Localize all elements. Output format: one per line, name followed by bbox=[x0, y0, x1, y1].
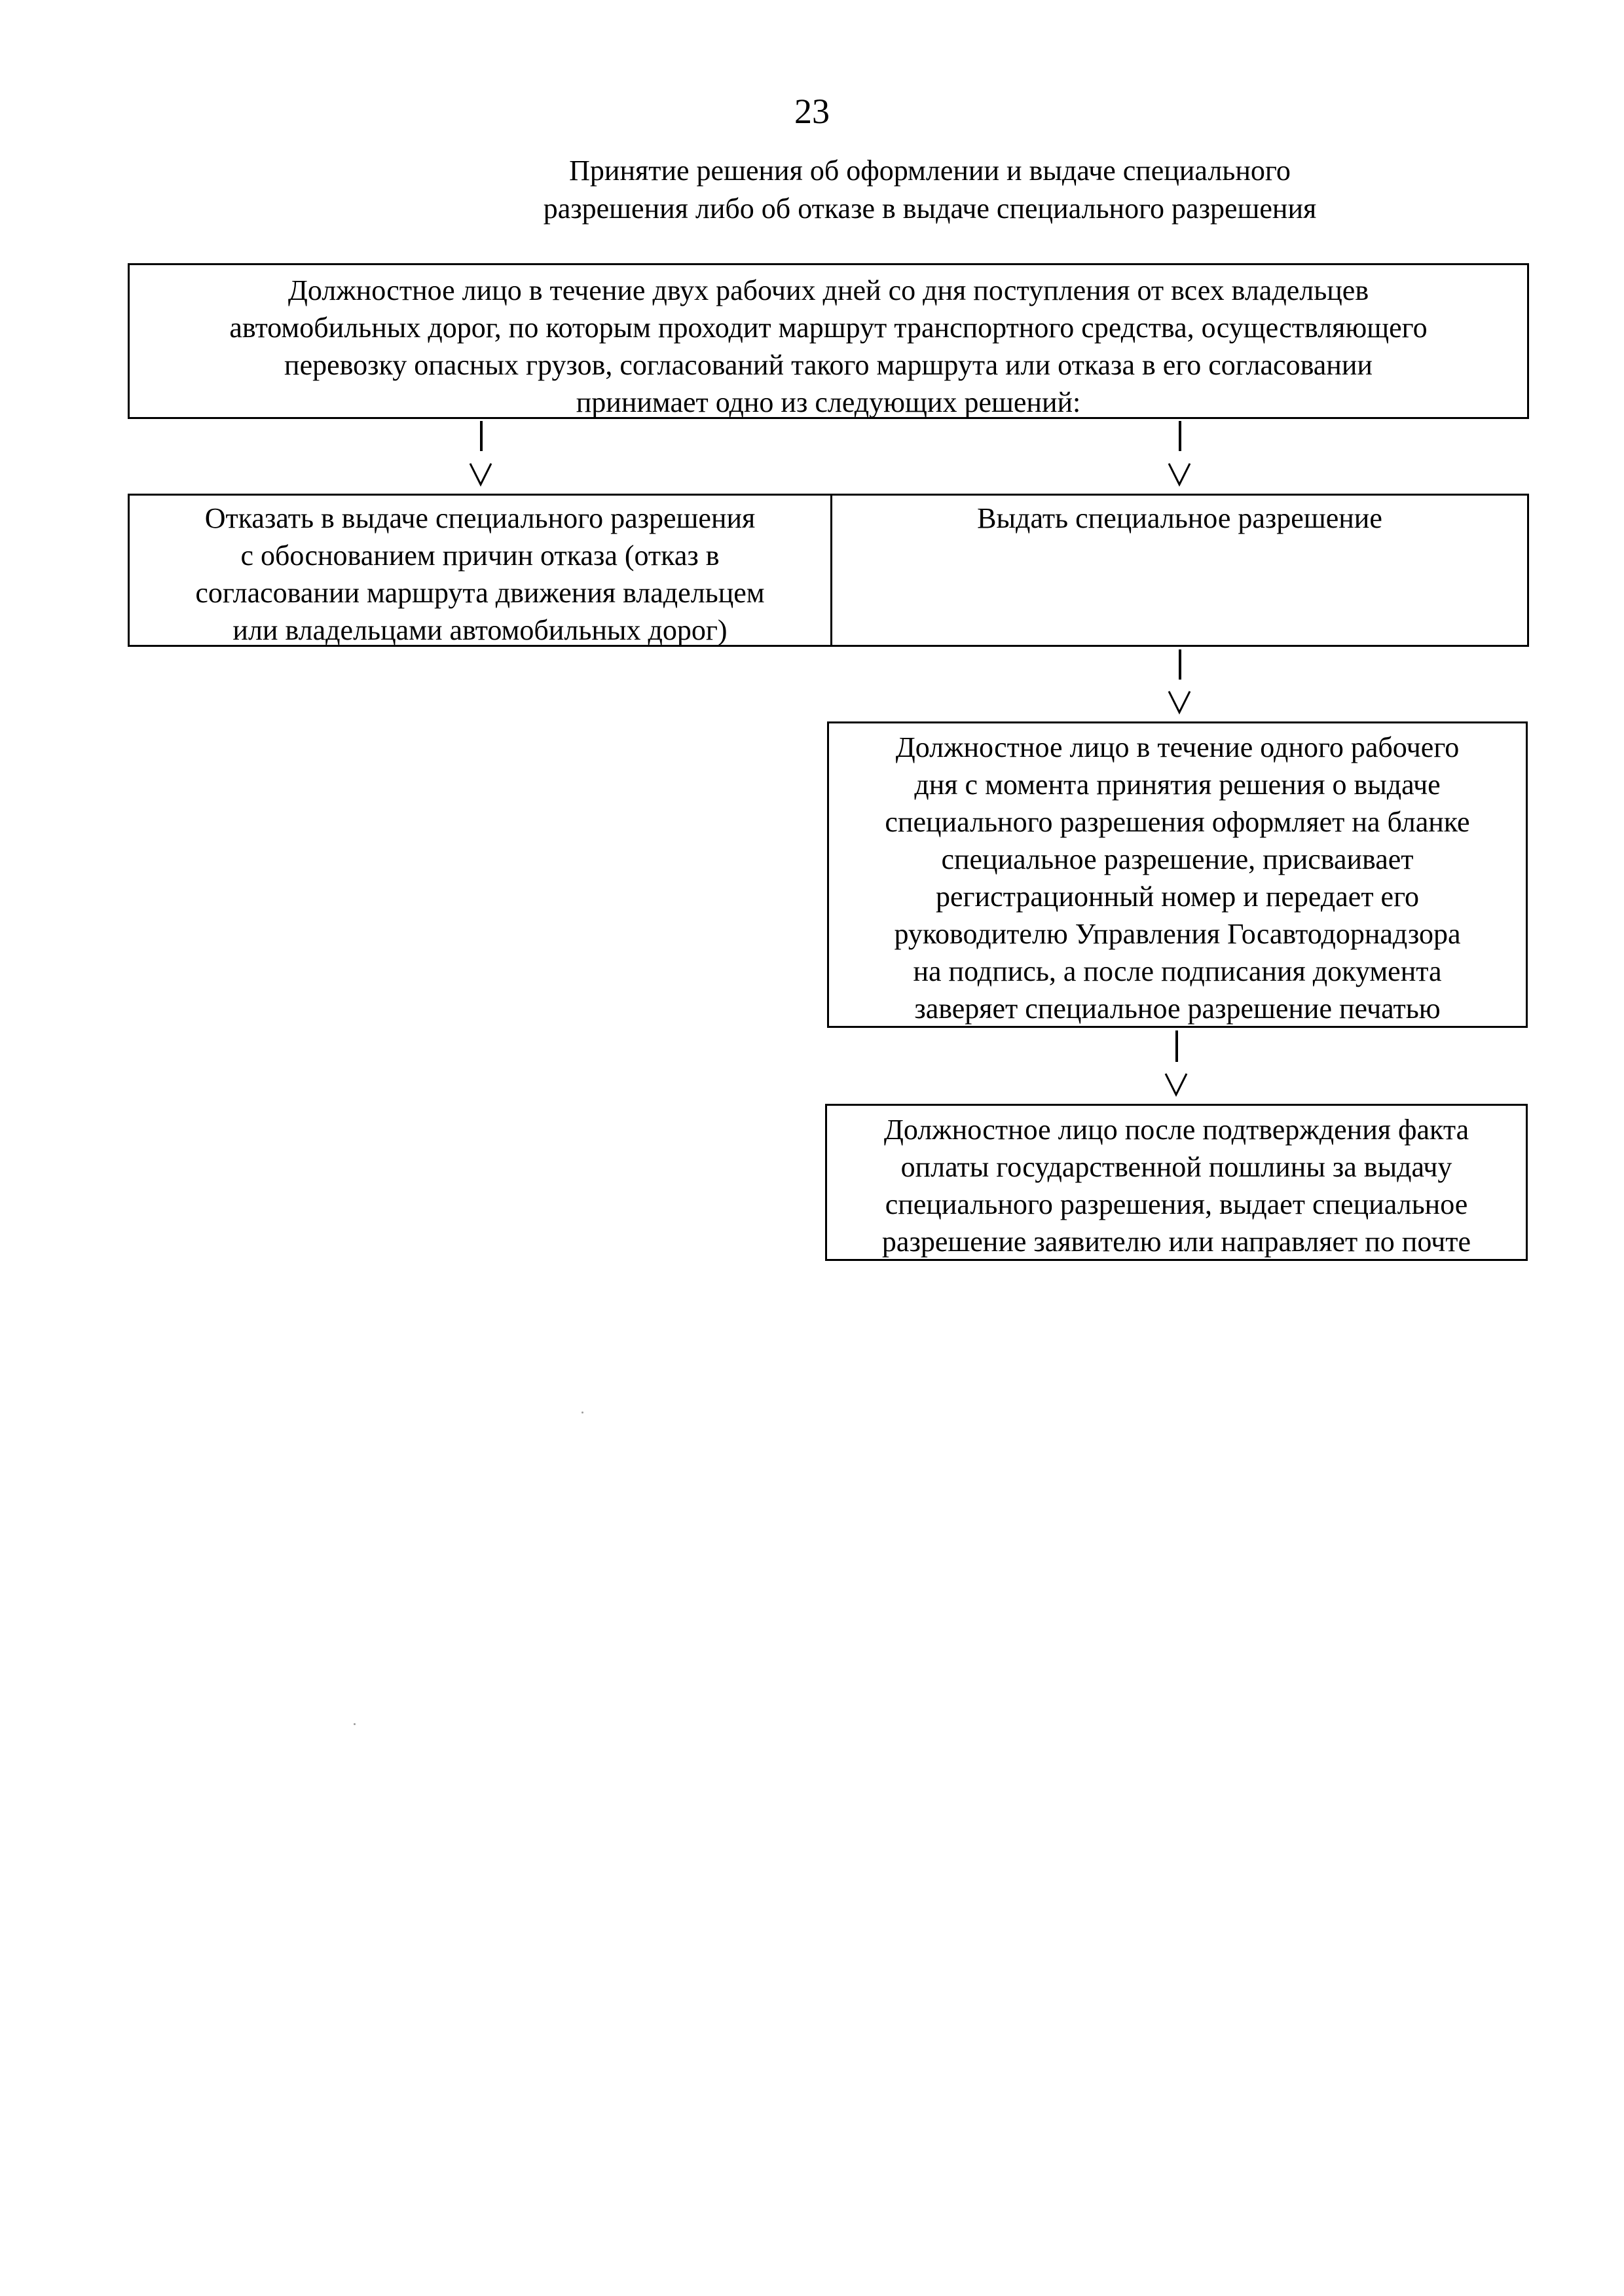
page-title bbox=[288, 152, 1572, 228]
flow-box-formalize-line: специальное разрешение, присваивает bbox=[941, 843, 1414, 875]
flow-box-decision-line: принимает одно из следующих решений: bbox=[576, 386, 1081, 418]
flow-box-decision-line: автомобильных дорог, по которым проходит маршрут транспортного средства, осуществляющего bbox=[229, 312, 1428, 344]
flow-box-decision-line: перевозку опасных грузов, согласований такого маршрута или отказа в его согласовании bbox=[284, 349, 1373, 381]
flow-box-formalize-line: на подпись, а после подписания документа bbox=[913, 955, 1442, 987]
chevron-down-icon bbox=[1163, 1071, 1189, 1097]
flow-box-decision bbox=[128, 263, 1529, 419]
flow-box-formalize-line: дня с момента принятия решения о выдаче bbox=[914, 769, 1441, 801]
connector-line-to-deliver bbox=[1175, 1030, 1178, 1062]
page-number: 23 bbox=[794, 92, 830, 131]
flow-box-deliver-line: разрешение заявителю или направляет по почте bbox=[881, 1226, 1471, 1258]
flow-box-formalize-line: Должностное лицо в течение одного рабочего bbox=[895, 731, 1460, 763]
flow-box-refuse-line: или владельцами автомобильных дорог) bbox=[232, 614, 728, 646]
flow-box-deliver-line: оплаты государственной пошлины за выдачу bbox=[900, 1151, 1452, 1183]
connector-line-to-issue bbox=[1179, 421, 1181, 451]
flow-box-deliver-line: специального разрешения, выдает специальное bbox=[885, 1188, 1468, 1220]
flow-box-formalize-line: регистрационный номер и передает его bbox=[935, 881, 1420, 913]
flow-box-formalize-text bbox=[829, 723, 1526, 1027]
flow-box-issue-line: Выдать специальное разрешение bbox=[977, 502, 1382, 534]
chevron-down-icon bbox=[468, 461, 494, 487]
flow-box-decision-line: Должностное лицо в течение двух рабочих дней со дня поступления от всех владельцев bbox=[287, 274, 1369, 306]
connector-line-to-refuse bbox=[480, 421, 483, 451]
page-title-line-2: разрешения либо об отказе в выдаче специального разрешения bbox=[543, 192, 1317, 225]
flow-box-deliver-text bbox=[827, 1106, 1526, 1260]
flow-box-formalize-line: специального разрешения оформляет на бланке bbox=[885, 806, 1470, 838]
connector-line-to-formalize bbox=[1179, 649, 1181, 680]
scan-speck bbox=[581, 1412, 583, 1413]
flow-box-formalize-line: заверяет специальное разрешение печатью bbox=[914, 993, 1441, 1025]
flow-box-refuse-line: согласовании маршрута движения владельцем bbox=[195, 577, 765, 609]
flow-box-refuse-line: с обоснованием причин отказа (отказ в bbox=[240, 539, 720, 572]
flow-box-refuse bbox=[128, 494, 832, 647]
flow-box-formalize bbox=[827, 721, 1528, 1028]
flow-box-refuse-text bbox=[130, 496, 830, 649]
chevron-down-icon bbox=[1166, 461, 1192, 487]
flow-box-deliver bbox=[825, 1104, 1528, 1261]
chevron-down-icon bbox=[1166, 689, 1192, 715]
flow-box-refuse-line: Отказать в выдаче специального разрешения bbox=[204, 502, 756, 534]
scan-speck bbox=[354, 1723, 356, 1725]
flow-box-issue-text bbox=[832, 496, 1527, 537]
flow-box-decision-text bbox=[130, 265, 1527, 421]
flow-box-issue bbox=[830, 494, 1529, 647]
flow-box-deliver-line: Должностное лицо после подтверждения факта bbox=[883, 1114, 1469, 1146]
flow-box-formalize-line: руководителю Управления Госавтодорнадзора bbox=[894, 918, 1461, 950]
page-title-line-1: Принятие решения об оформлении и выдаче специального bbox=[569, 155, 1291, 187]
